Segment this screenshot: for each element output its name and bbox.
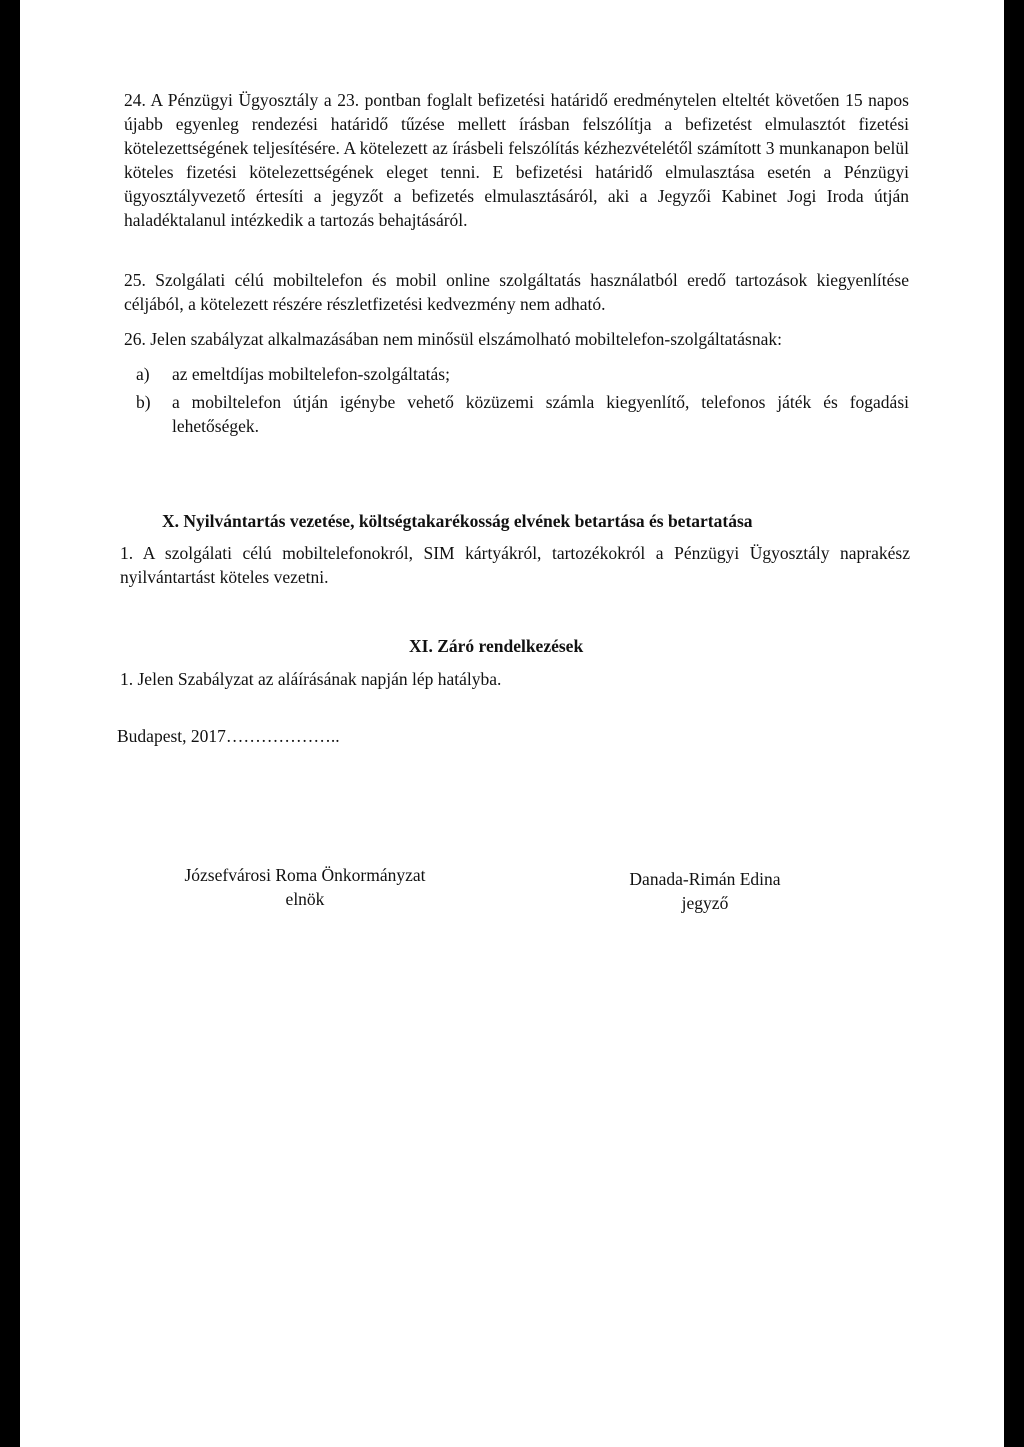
list-item-text: az emeltdíjas mobiltelefon-szolgáltatás; [172, 364, 450, 384]
signatory-name-left: Józsefvárosi Roma Önkormányzat [184, 865, 426, 885]
signatory-name-right: Danada-Rimán Edina [629, 869, 781, 889]
section-x-heading: X. Nyilvántartás vezetése, költségtakarékosság elvének betartása és betartatása [162, 511, 753, 531]
list-item-text: a mobiltelefon útján igénybe vehető közüzemi számla kiegyenlítő, telefonos játék és fogadási lehetőségek. [172, 392, 909, 436]
list-item [124, 362, 909, 386]
exclusion-list [124, 362, 909, 442]
section-xi-heading: XI. Záró rendelkezések [409, 636, 584, 656]
section-x-paragraph [120, 541, 910, 589]
section-xi-paragraph-text: 1. Jelen Szabályzat az aláírásának napján lép hatályba. [120, 669, 502, 689]
signatory-title-right: jegyző [681, 893, 729, 913]
signature-block-left [150, 863, 460, 911]
place-date [117, 724, 617, 748]
paragraph-26-text: 26. Jelen szabályzat alkalmazásában nem minősül elszámolható mobiltelefon-szolgáltatásnak: [124, 329, 782, 349]
paragraph-24 [124, 88, 909, 232]
place-date-text: Budapest, 2017……………….. [117, 726, 340, 746]
paragraph-26 [124, 327, 909, 351]
paragraph-25 [124, 268, 909, 316]
list-item-marker: a) [136, 364, 150, 384]
list-item [124, 390, 909, 438]
section-x-paragraph-text: 1. A szolgálati célú mobiltelefonokról, SIM kártyákról, tartozékokról a Pénzügyi Ügyosztály naprakész nyilvántartást köteles vezetni. [120, 543, 910, 587]
list-item-marker: b) [136, 392, 151, 412]
signatory-title-left: elnök [285, 889, 325, 909]
signature-block-right [590, 867, 820, 915]
paragraph-25-text: 25. Szolgálati célú mobiltelefon és mobil online szolgáltatás használatból eredő tartozások kiegyenlítése céljából, a kötelezett részére részletfizetési kedvezmény nem adható. [124, 270, 909, 314]
section-xi-paragraph [120, 667, 820, 691]
paragraph-24-text: 24. A Pénzügyi Ügyosztály a 23. pontban foglalt befizetési határidő eredménytelen elteltét követően 15 napos újabb egyenleg rendezési határidő tűzése mellett írásban felszólítja a befizetést elmulasztót fizetési kötelezettségének teljesítésére. A kötelezett az írásbeli felszólítás kézhezvételétől számított 3 munkanapon belül köteles fizetési kötelezettségének eleget tenni. E befizetési határidő elmulasztása esetén a Pénzügyi ügyosztályvezető értesíti a jegyzőt a befizetés elmulasztásáról, aki a Jegyzői Kabinet Jogi Iroda útján haladéktalanul intézkedik a tartozás behajtásáról. [124, 90, 909, 230]
